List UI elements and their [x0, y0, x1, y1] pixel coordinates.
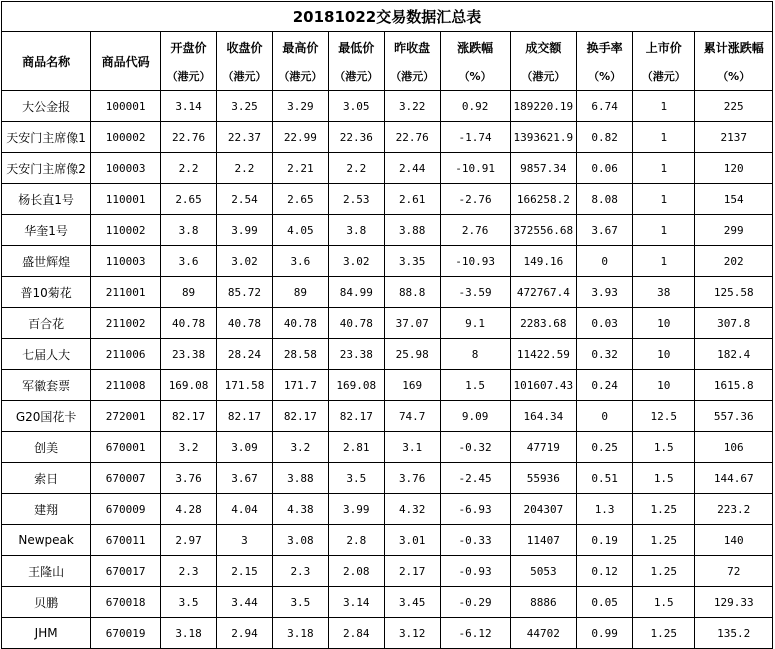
cell-name: 军徽套票	[2, 370, 91, 401]
cell-turnover-rate: 0.32	[577, 339, 633, 370]
cell-low: 3.14	[328, 587, 384, 618]
cell-low: 23.38	[328, 339, 384, 370]
cell-turnover: 372556.68	[510, 215, 577, 246]
cell-prev-close: 2.44	[384, 153, 440, 184]
cell-low: 22.36	[328, 122, 384, 153]
header-listing-price-label: 上市价	[633, 32, 695, 63]
table-title: 20181022交易数据汇总表	[2, 2, 773, 32]
cell-cumulative-change: 135.2	[695, 618, 773, 649]
cell-open: 22.76	[161, 122, 217, 153]
cell-prev-close: 22.76	[384, 122, 440, 153]
cell-name: 七届人大	[2, 339, 91, 370]
cell-cumulative-change: 223.2	[695, 494, 773, 525]
cell-close: 3.44	[217, 587, 273, 618]
cell-close: 2.94	[217, 618, 273, 649]
cell-high: 3.88	[272, 463, 328, 494]
cell-close: 3.02	[217, 246, 273, 277]
cell-listing-price: 1	[633, 184, 695, 215]
cell-cumulative-change: 144.67	[695, 463, 773, 494]
header-turnover-rate-unit: （%）	[577, 62, 633, 91]
table-row	[2, 618, 773, 649]
cell-code: 670017	[91, 556, 161, 587]
cell-turnover: 166258.2	[510, 184, 577, 215]
table-row	[2, 556, 773, 587]
cell-change: -0.29	[440, 587, 510, 618]
cell-listing-price: 1.5	[633, 432, 695, 463]
cell-name: 普10菊花	[2, 277, 91, 308]
cell-cumulative-change: 129.33	[695, 587, 773, 618]
cell-name: 贝鹏	[2, 587, 91, 618]
cell-open: 4.28	[161, 494, 217, 525]
cell-high: 40.78	[272, 308, 328, 339]
cell-turnover: 204307	[510, 494, 577, 525]
cell-listing-price: 38	[633, 277, 695, 308]
cell-name: 百合花	[2, 308, 91, 339]
cell-open: 3.6	[161, 246, 217, 277]
cell-high: 3.5	[272, 587, 328, 618]
cell-change: -6.12	[440, 618, 510, 649]
cell-high: 89	[272, 277, 328, 308]
cell-close: 4.04	[217, 494, 273, 525]
cell-prev-close: 3.76	[384, 463, 440, 494]
header-low-unit: （港元）	[328, 62, 384, 91]
cell-open: 3.5	[161, 587, 217, 618]
cell-open: 2.65	[161, 184, 217, 215]
header-code: 商品代码	[91, 32, 161, 91]
cell-prev-close: 88.8	[384, 277, 440, 308]
cell-turnover: 11422.59	[510, 339, 577, 370]
cell-code: 670019	[91, 618, 161, 649]
cell-high: 3.29	[272, 91, 328, 122]
header-name: 商品名称	[2, 32, 91, 91]
cell-change: -2.45	[440, 463, 510, 494]
cell-prev-close: 2.17	[384, 556, 440, 587]
cell-cumulative-change: 72	[695, 556, 773, 587]
cell-turnover-rate: 3.67	[577, 215, 633, 246]
cell-cumulative-change: 120	[695, 153, 773, 184]
cell-listing-price: 1	[633, 91, 695, 122]
header-listing-price-unit: （港元）	[633, 62, 695, 91]
table-row	[2, 308, 773, 339]
cell-turnover-rate: 0.19	[577, 525, 633, 556]
cell-turnover: 149.16	[510, 246, 577, 277]
header-prev-close-unit: （港元）	[384, 62, 440, 91]
cell-turnover-rate: 0.24	[577, 370, 633, 401]
cell-name: 盛世辉煌	[2, 246, 91, 277]
cell-turnover: 101607.43	[510, 370, 577, 401]
cell-cumulative-change: 154	[695, 184, 773, 215]
cell-name: 大公金报	[2, 91, 91, 122]
cell-cumulative-change: 225	[695, 91, 773, 122]
cell-close: 171.58	[217, 370, 273, 401]
cell-close: 3.09	[217, 432, 273, 463]
table-row	[2, 122, 773, 153]
cell-open: 3.8	[161, 215, 217, 246]
cell-low: 84.99	[328, 277, 384, 308]
cell-open: 3.18	[161, 618, 217, 649]
cell-close: 2.15	[217, 556, 273, 587]
table-row	[2, 432, 773, 463]
header-cumulative-change-label: 累计涨跌幅	[695, 32, 773, 63]
header-turnover-label: 成交额	[510, 32, 577, 63]
cell-name: 创美	[2, 432, 91, 463]
cell-low: 2.53	[328, 184, 384, 215]
cell-turnover-rate: 0.05	[577, 587, 633, 618]
cell-prev-close: 3.1	[384, 432, 440, 463]
cell-high: 3.6	[272, 246, 328, 277]
cell-turnover: 1393621.9	[510, 122, 577, 153]
cell-low: 82.17	[328, 401, 384, 432]
cell-open: 2.97	[161, 525, 217, 556]
header-close-label: 收盘价	[217, 32, 273, 63]
cell-close: 40.78	[217, 308, 273, 339]
cell-name: 天安门主席像1	[2, 122, 91, 153]
cell-change: 9.1	[440, 308, 510, 339]
summary-sheet	[1, 1, 773, 649]
cell-code: 211006	[91, 339, 161, 370]
cell-open: 3.14	[161, 91, 217, 122]
cell-low: 40.78	[328, 308, 384, 339]
header-open-label: 开盘价	[161, 32, 217, 63]
cell-listing-price: 1.25	[633, 525, 695, 556]
cell-close: 82.17	[217, 401, 273, 432]
cell-turnover: 164.34	[510, 401, 577, 432]
cell-change: -10.91	[440, 153, 510, 184]
cell-open: 3.2	[161, 432, 217, 463]
header-high-unit: （港元）	[272, 62, 328, 91]
cell-turnover-rate: 0.25	[577, 432, 633, 463]
cell-listing-price: 1.25	[633, 556, 695, 587]
cell-code: 100003	[91, 153, 161, 184]
cell-prev-close: 169	[384, 370, 440, 401]
cell-turnover: 11407	[510, 525, 577, 556]
trade-summary-table	[1, 1, 773, 649]
table-row	[2, 525, 773, 556]
cell-listing-price: 1.5	[633, 587, 695, 618]
cell-high: 22.99	[272, 122, 328, 153]
cell-cumulative-change: 140	[695, 525, 773, 556]
cell-name: 天安门主席像2	[2, 153, 91, 184]
table-row	[2, 401, 773, 432]
cell-code: 110003	[91, 246, 161, 277]
cell-code: 100002	[91, 122, 161, 153]
cell-name: 王隆山	[2, 556, 91, 587]
cell-code: 670018	[91, 587, 161, 618]
table-row	[2, 587, 773, 618]
cell-code: 211001	[91, 277, 161, 308]
cell-prev-close: 3.45	[384, 587, 440, 618]
cell-low: 3.8	[328, 215, 384, 246]
cell-high: 2.65	[272, 184, 328, 215]
cell-open: 82.17	[161, 401, 217, 432]
cell-listing-price: 1	[633, 122, 695, 153]
cell-change: 9.09	[440, 401, 510, 432]
cell-turnover-rate: 0.03	[577, 308, 633, 339]
cell-listing-price: 1	[633, 246, 695, 277]
cell-close: 2.2	[217, 153, 273, 184]
cell-change: 1.5	[440, 370, 510, 401]
cell-turnover: 9857.34	[510, 153, 577, 184]
cell-listing-price: 1	[633, 215, 695, 246]
header-cumulative-change-unit: （%）	[695, 62, 773, 91]
cell-turnover-rate: 6.74	[577, 91, 633, 122]
cell-close: 2.54	[217, 184, 273, 215]
cell-listing-price: 1.25	[633, 618, 695, 649]
cell-open: 89	[161, 277, 217, 308]
cell-turnover-rate: 0.82	[577, 122, 633, 153]
cell-name: 杨长直1号	[2, 184, 91, 215]
header-turnover-rate-label: 换手率	[577, 32, 633, 63]
cell-change: -0.33	[440, 525, 510, 556]
cell-turnover-rate: 0.99	[577, 618, 633, 649]
header-row-labels	[2, 32, 773, 63]
cell-code: 670001	[91, 432, 161, 463]
cell-cumulative-change: 106	[695, 432, 773, 463]
cell-prev-close: 3.35	[384, 246, 440, 277]
table-row	[2, 91, 773, 122]
cell-low: 2.81	[328, 432, 384, 463]
cell-listing-price: 1.5	[633, 463, 695, 494]
cell-name: Newpeak	[2, 525, 91, 556]
cell-prev-close: 37.07	[384, 308, 440, 339]
header-high-label: 最高价	[272, 32, 328, 63]
table-row	[2, 153, 773, 184]
cell-low: 2.8	[328, 525, 384, 556]
table-row	[2, 339, 773, 370]
cell-low: 3.02	[328, 246, 384, 277]
cell-turnover-rate: 0.12	[577, 556, 633, 587]
cell-prev-close: 3.01	[384, 525, 440, 556]
cell-change: -6.93	[440, 494, 510, 525]
cell-turnover-rate: 3.93	[577, 277, 633, 308]
cell-turnover: 8886	[510, 587, 577, 618]
cell-cumulative-change: 299	[695, 215, 773, 246]
cell-open: 2.2	[161, 153, 217, 184]
cell-change: -0.32	[440, 432, 510, 463]
cell-prev-close: 74.7	[384, 401, 440, 432]
table-row	[2, 246, 773, 277]
cell-code: 211002	[91, 308, 161, 339]
cell-close: 22.37	[217, 122, 273, 153]
cell-turnover: 472767.4	[510, 277, 577, 308]
cell-turnover: 2283.68	[510, 308, 577, 339]
cell-listing-price: 10	[633, 370, 695, 401]
cell-prev-close: 3.22	[384, 91, 440, 122]
cell-low: 3.5	[328, 463, 384, 494]
header-change-unit: （%）	[440, 62, 510, 91]
cell-low: 3.05	[328, 91, 384, 122]
cell-change: -0.93	[440, 556, 510, 587]
cell-code: 272001	[91, 401, 161, 432]
cell-listing-price: 1.25	[633, 494, 695, 525]
cell-code: 110001	[91, 184, 161, 215]
cell-high: 3.2	[272, 432, 328, 463]
cell-change: -3.59	[440, 277, 510, 308]
cell-open: 3.76	[161, 463, 217, 494]
cell-change: 2.76	[440, 215, 510, 246]
cell-close: 85.72	[217, 277, 273, 308]
cell-open: 23.38	[161, 339, 217, 370]
cell-listing-price: 10	[633, 308, 695, 339]
cell-change: -1.74	[440, 122, 510, 153]
cell-open: 40.78	[161, 308, 217, 339]
cell-low: 2.2	[328, 153, 384, 184]
table-row	[2, 370, 773, 401]
header-open-unit: （港元）	[161, 62, 217, 91]
cell-close: 28.24	[217, 339, 273, 370]
cell-high: 28.58	[272, 339, 328, 370]
cell-listing-price: 1	[633, 153, 695, 184]
cell-code: 670009	[91, 494, 161, 525]
cell-low: 169.08	[328, 370, 384, 401]
cell-code: 670007	[91, 463, 161, 494]
cell-cumulative-change: 182.4	[695, 339, 773, 370]
cell-high: 82.17	[272, 401, 328, 432]
table-row	[2, 184, 773, 215]
cell-high: 4.05	[272, 215, 328, 246]
header-prev-close-label: 昨收盘	[384, 32, 440, 63]
cell-close: 3.99	[217, 215, 273, 246]
cell-turnover: 189220.19	[510, 91, 577, 122]
cell-close: 3.25	[217, 91, 273, 122]
cell-prev-close: 3.12	[384, 618, 440, 649]
cell-cumulative-change: 307.8	[695, 308, 773, 339]
cell-low: 2.08	[328, 556, 384, 587]
cell-cumulative-change: 2137	[695, 122, 773, 153]
cell-high: 3.08	[272, 525, 328, 556]
cell-cumulative-change: 557.36	[695, 401, 773, 432]
cell-turnover-rate: 1.3	[577, 494, 633, 525]
table-row	[2, 277, 773, 308]
cell-high: 171.7	[272, 370, 328, 401]
cell-open: 169.08	[161, 370, 217, 401]
table-row	[2, 215, 773, 246]
table-body	[2, 91, 773, 649]
cell-listing-price: 12.5	[633, 401, 695, 432]
cell-change: 0.92	[440, 91, 510, 122]
cell-listing-price: 10	[633, 339, 695, 370]
cell-turnover: 44702	[510, 618, 577, 649]
cell-cumulative-change: 1615.8	[695, 370, 773, 401]
header-change-label: 涨跌幅	[440, 32, 510, 63]
cell-turnover-rate: 0	[577, 246, 633, 277]
header-low-label: 最低价	[328, 32, 384, 63]
cell-turnover: 47719	[510, 432, 577, 463]
cell-turnover: 55936	[510, 463, 577, 494]
cell-high: 4.38	[272, 494, 328, 525]
cell-high: 2.21	[272, 153, 328, 184]
cell-turnover: 5053	[510, 556, 577, 587]
cell-open: 2.3	[161, 556, 217, 587]
cell-prev-close: 4.32	[384, 494, 440, 525]
cell-cumulative-change: 125.58	[695, 277, 773, 308]
cell-prev-close: 25.98	[384, 339, 440, 370]
cell-name: 华奎1号	[2, 215, 91, 246]
cell-code: 100001	[91, 91, 161, 122]
cell-name: JHM	[2, 618, 91, 649]
header-close-unit: （港元）	[217, 62, 273, 91]
cell-name: G20国花卡	[2, 401, 91, 432]
cell-low: 2.84	[328, 618, 384, 649]
cell-turnover-rate: 0	[577, 401, 633, 432]
cell-high: 3.18	[272, 618, 328, 649]
cell-code: 110002	[91, 215, 161, 246]
cell-name: 建翔	[2, 494, 91, 525]
cell-code: 211008	[91, 370, 161, 401]
cell-turnover-rate: 0.06	[577, 153, 633, 184]
cell-change: -2.76	[440, 184, 510, 215]
cell-prev-close: 3.88	[384, 215, 440, 246]
cell-change: 8	[440, 339, 510, 370]
cell-turnover-rate: 0.51	[577, 463, 633, 494]
cell-code: 670011	[91, 525, 161, 556]
cell-change: -10.93	[440, 246, 510, 277]
cell-cumulative-change: 202	[695, 246, 773, 277]
cell-prev-close: 2.61	[384, 184, 440, 215]
header-turnover-unit: （港元）	[510, 62, 577, 91]
cell-high: 2.3	[272, 556, 328, 587]
table-row	[2, 463, 773, 494]
cell-close: 3.67	[217, 463, 273, 494]
cell-low: 3.99	[328, 494, 384, 525]
table-row	[2, 494, 773, 525]
cell-turnover-rate: 8.08	[577, 184, 633, 215]
cell-close: 3	[217, 525, 273, 556]
cell-name: 索日	[2, 463, 91, 494]
